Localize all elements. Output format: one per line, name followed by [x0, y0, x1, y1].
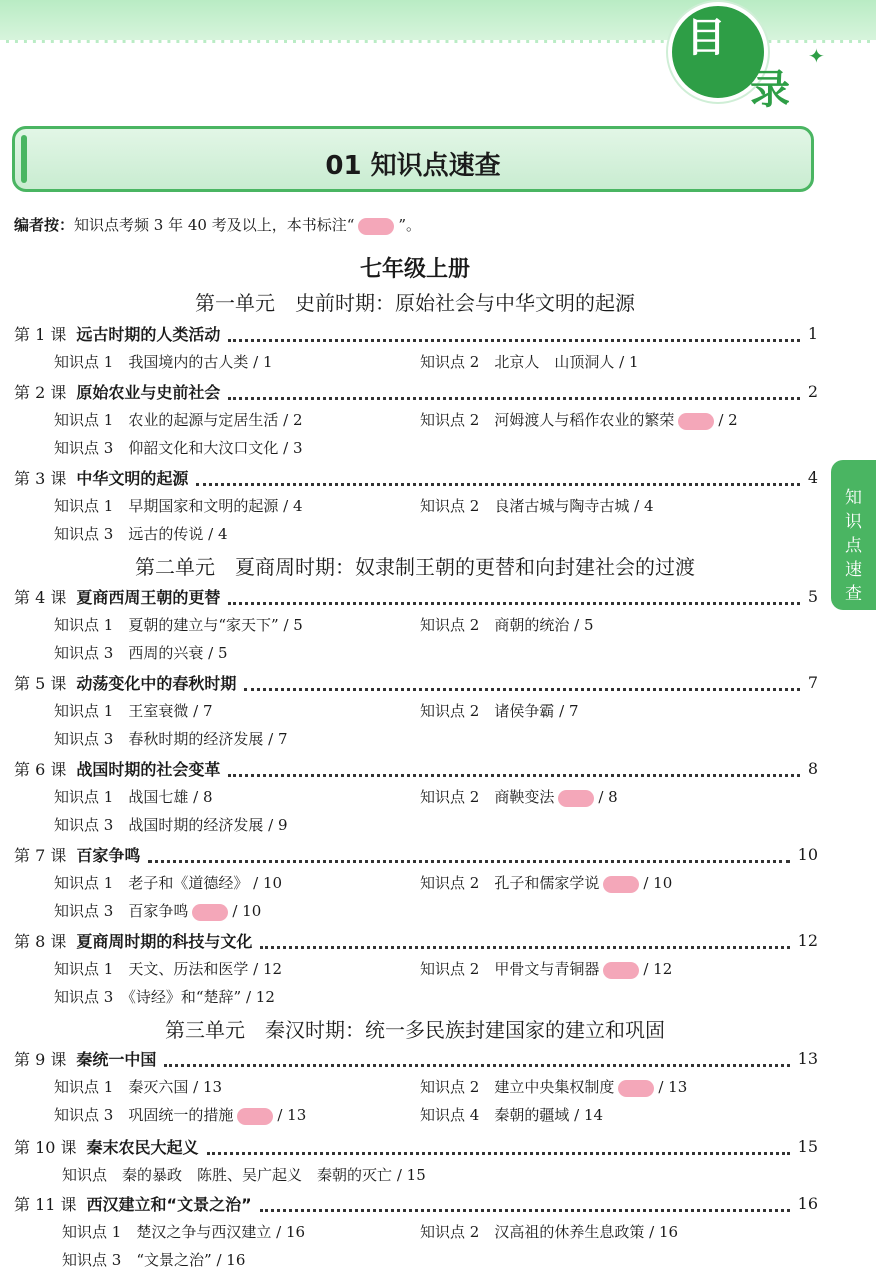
- kp-label: 知识点 1: [54, 960, 114, 978]
- lesson-page: 7: [807, 672, 818, 692]
- kp-label: 知识点: [62, 1166, 108, 1184]
- unit-title: 第一单元 史前时期：原始社会与中华文明的起源: [195, 291, 635, 315]
- kp-page: / 13: [277, 1106, 307, 1124]
- kp-title: 远古的传说: [128, 525, 204, 543]
- kp-page: / 10: [253, 874, 283, 892]
- hot-frequency-tag-icon: [603, 962, 639, 979]
- knowledge-point[interactable]: [420, 495, 654, 516]
- knowledge-point[interactable]: [420, 614, 594, 635]
- kp-title: 北京人 山顶洞人: [494, 353, 615, 371]
- lesson-page: 13: [797, 1048, 818, 1068]
- knowledge-point[interactable]: [62, 1249, 245, 1270]
- kp-label: 知识点 1: [54, 788, 114, 806]
- kp-page: / 5: [283, 616, 303, 634]
- hot-frequency-tag-icon: [358, 218, 394, 235]
- lesson-title: 西汉建立和“文景之治”: [86, 1194, 252, 1214]
- kp-label: 知识点 2: [420, 874, 480, 892]
- kp-title: 天文、历法和医学: [128, 960, 249, 978]
- kp-page: / 16: [276, 1223, 306, 1241]
- kp-page: / 16: [649, 1223, 679, 1241]
- leader-dots: [228, 594, 799, 605]
- side-tab-char: 知: [845, 488, 862, 508]
- kp-label: 知识点 3: [54, 439, 114, 457]
- kp-title: 商朝的统治: [494, 616, 570, 634]
- knowledge-point[interactable]: [54, 351, 273, 372]
- kp-page: / 13: [658, 1078, 688, 1096]
- lesson-page: 16: [797, 1193, 818, 1213]
- side-tab-char: 速: [845, 560, 862, 580]
- kp-title: 战国七雄: [128, 788, 189, 806]
- lesson-page: 1: [807, 323, 818, 343]
- lesson-number: 第 4 课: [14, 587, 67, 607]
- knowledge-point[interactable]: [420, 1076, 687, 1097]
- kp-label: 知识点 2: [420, 788, 480, 806]
- kp-page: / 4: [208, 525, 228, 543]
- leader-dots: [260, 938, 789, 949]
- kp-label: 知识点 1: [54, 411, 114, 429]
- kp-label: 知识点 3: [54, 1106, 114, 1124]
- kp-title: 甲骨文与青铜器: [494, 960, 600, 978]
- leader-dots: [148, 852, 789, 863]
- kp-page: / 7: [193, 702, 213, 720]
- kp-title: 百家争鸣: [128, 902, 189, 920]
- kp-title: 楚汉之争与西汉建立: [136, 1223, 272, 1241]
- lesson-number: 第 1 课: [14, 324, 67, 344]
- leader-dots: [228, 766, 799, 777]
- kp-page: / 12: [253, 960, 283, 978]
- lesson-title: 夏商周时期的科技与文化: [76, 931, 253, 951]
- kp-label: 知识点 1: [62, 1223, 122, 1241]
- knowledge-point[interactable]: [54, 495, 303, 516]
- toc-lesson-5[interactable]: [14, 670, 818, 694]
- kp-label: 知识点 3: [54, 525, 114, 543]
- toc-lesson-8[interactable]: [14, 928, 818, 952]
- kp-title: 王室衰微: [128, 702, 189, 720]
- kp-label: 知识点 3: [54, 730, 114, 748]
- kp-page: / 14: [574, 1106, 604, 1124]
- kp-page: / 5: [208, 644, 228, 662]
- hot-frequency-tag-icon: [618, 1080, 654, 1097]
- toc-lesson-2[interactable]: [14, 379, 818, 403]
- lesson-title: 动荡变化中的春秋时期: [76, 673, 237, 693]
- lesson-title: 远古时期的人类活动: [76, 324, 221, 344]
- toc-lesson-11[interactable]: [14, 1191, 818, 1215]
- lesson-number: 第 3 课: [14, 468, 67, 488]
- kp-label: 知识点 3: [54, 902, 114, 920]
- leader-dots: [228, 331, 799, 342]
- kp-title: 老子和《道德经》: [128, 874, 249, 892]
- kp-label: 知识点 1: [54, 874, 114, 892]
- knowledge-point[interactable]: [54, 1104, 306, 1125]
- kp-label: 知识点 4: [420, 1106, 480, 1124]
- lesson-page: 5: [807, 586, 818, 606]
- unit-title: 第三单元 秦汉时期：统一多民族封建国家的建立和巩固: [165, 1018, 665, 1042]
- side-tab-char: 查: [845, 584, 862, 604]
- knowledge-point[interactable]: [62, 1164, 426, 1185]
- kp-page: / 4: [283, 497, 303, 515]
- knowledge-point[interactable]: [54, 409, 303, 430]
- knowledge-point[interactable]: [54, 700, 213, 721]
- kp-page: / 5: [574, 616, 594, 634]
- kp-label: 知识点 2: [420, 1078, 480, 1096]
- knowledge-point[interactable]: [54, 814, 288, 835]
- lesson-title: 中华文明的起源: [76, 468, 189, 488]
- kp-label: 知识点 2: [420, 960, 480, 978]
- kp-label: 知识点 2: [420, 616, 480, 634]
- kp-title: “文景之治”: [136, 1251, 212, 1269]
- knowledge-point[interactable]: [54, 1076, 222, 1097]
- sparkle-icon: ✦: [808, 44, 825, 68]
- kp-label: 知识点 3: [54, 644, 114, 662]
- kp-page: / 3: [283, 439, 303, 457]
- kp-page: / 9: [268, 816, 288, 834]
- kp-page: / 1: [619, 353, 639, 371]
- toc-lesson-4[interactable]: [14, 584, 818, 608]
- kp-title: 夏朝的建立与“家天下”: [128, 616, 279, 634]
- knowledge-point[interactable]: [54, 986, 275, 1007]
- lesson-page: 12: [797, 930, 818, 950]
- kp-title: 商鞅变法: [494, 788, 555, 806]
- knowledge-point[interactable]: [420, 1221, 678, 1242]
- kp-label: 知识点 1: [54, 1078, 114, 1096]
- kp-label: 知识点 3: [54, 988, 114, 1006]
- lesson-number: 第 2 课: [14, 382, 67, 402]
- side-tab-char: 识: [845, 512, 862, 532]
- lesson-number: 第 5 课: [14, 673, 67, 693]
- kp-label: 知识点 2: [420, 1223, 480, 1241]
- kp-title: 河姆渡人与稻作农业的繁荣: [494, 411, 675, 429]
- lesson-page: 15: [797, 1136, 818, 1156]
- lesson-number: 第 9 课: [14, 1049, 67, 1069]
- kp-label: 知识点 3: [54, 816, 114, 834]
- kp-title: 农业的起源与定居生活: [128, 411, 279, 429]
- kp-title: 早期国家和文明的起源: [128, 497, 279, 515]
- knowledge-point[interactable]: [54, 437, 303, 458]
- editor-note-end: ”。: [398, 216, 422, 234]
- leader-dots: [244, 680, 799, 691]
- knowledge-point[interactable]: [420, 409, 738, 430]
- kp-title: 西周的兴衰: [128, 644, 204, 662]
- knowledge-point[interactable]: [54, 728, 288, 749]
- lesson-number: 第 11 课: [14, 1194, 77, 1214]
- hot-frequency-tag-icon: [192, 904, 228, 921]
- kp-title: 建立中央集权制度: [494, 1078, 615, 1096]
- leader-dots: [207, 1144, 790, 1155]
- lesson-title: 秦统一中国: [76, 1049, 157, 1069]
- knowledge-point[interactable]: [54, 642, 228, 663]
- lesson-number: 第 7 课: [14, 845, 67, 865]
- kp-title: 汉高祖的休养生息政策: [494, 1223, 645, 1241]
- knowledge-point[interactable]: [54, 958, 282, 979]
- kp-label: 知识点 1: [54, 353, 114, 371]
- kp-page: / 7: [559, 702, 579, 720]
- toc-lesson-10[interactable]: [14, 1134, 818, 1158]
- contents-title-char-2: 录: [750, 67, 790, 113]
- lesson-title: 夏商西周王朝的更替: [76, 587, 221, 607]
- kp-title: 良渚古城与陶寺古城: [494, 497, 630, 515]
- lesson-title: 战国时期的社会变革: [76, 759, 221, 779]
- kp-page: / 1: [253, 353, 273, 371]
- knowledge-point[interactable]: [54, 786, 213, 807]
- kp-page: / 7: [268, 730, 288, 748]
- toc-lesson-7[interactable]: [14, 842, 818, 866]
- kp-label: 知识点 1: [54, 497, 114, 515]
- knowledge-point[interactable]: [54, 614, 303, 635]
- kp-title: 秦朝的疆域: [494, 1106, 570, 1124]
- hot-frequency-tag-icon: [237, 1108, 273, 1125]
- toc-lesson-3[interactable]: [14, 465, 818, 489]
- kp-label: 知识点 1: [54, 616, 114, 634]
- kp-page: / 2: [283, 411, 303, 429]
- lesson-title: 原始农业与史前社会: [76, 382, 221, 402]
- lesson-title: 百家争鸣: [76, 845, 141, 865]
- leader-dots: [228, 389, 799, 400]
- knowledge-point[interactable]: [420, 872, 672, 893]
- kp-page: / 13: [193, 1078, 223, 1096]
- kp-label: 知识点 1: [54, 702, 114, 720]
- lesson-page: 10: [797, 844, 818, 864]
- knowledge-point[interactable]: [420, 958, 672, 979]
- kp-title: 诸侯争霸: [494, 702, 555, 720]
- toc-lesson-1[interactable]: [14, 321, 818, 345]
- side-tab-char: 点: [845, 536, 862, 556]
- leader-dots: [164, 1056, 789, 1067]
- kp-title: 战国时期的经济发展: [128, 816, 264, 834]
- knowledge-point[interactable]: [54, 872, 282, 893]
- kp-page: / 15: [396, 1166, 426, 1184]
- kp-label: 知识点 2: [420, 497, 480, 515]
- contents-title-char-1: 目: [686, 15, 726, 61]
- kp-title: 仰韶文化和大汶口文化: [128, 439, 279, 457]
- editor-note-lead: 编者按：: [14, 216, 75, 234]
- kp-title: 秦的暴政 陈胜、吴广起义 秦朝的灭亡: [122, 1166, 393, 1184]
- kp-title: 孔子和儒家学说: [494, 874, 600, 892]
- kp-title: 巩固统一的措施: [128, 1106, 234, 1124]
- knowledge-point[interactable]: [420, 351, 639, 372]
- kp-page: / 8: [193, 788, 213, 806]
- knowledge-point[interactable]: [54, 900, 261, 921]
- kp-page: / 12: [643, 960, 673, 978]
- kp-label: 知识点 2: [420, 702, 480, 720]
- kp-page: / 12: [245, 988, 275, 1006]
- leader-dots: [196, 475, 799, 486]
- hot-frequency-tag-icon: [678, 413, 714, 430]
- hot-frequency-tag-icon: [603, 876, 639, 893]
- lesson-number: 第 8 课: [14, 931, 67, 951]
- toc-lesson-9[interactable]: [14, 1046, 818, 1070]
- kp-title: 春秋时期的经济发展: [128, 730, 264, 748]
- toc-lesson-6[interactable]: [14, 756, 818, 780]
- section-banner: [12, 126, 814, 192]
- knowledge-point[interactable]: [420, 1104, 603, 1125]
- kp-page: / 10: [232, 902, 262, 920]
- grade-heading: 七年级上册: [359, 257, 470, 282]
- knowledge-point[interactable]: [420, 786, 618, 807]
- lesson-number: 第 10 课: [14, 1137, 77, 1157]
- kp-title: 《诗经》和“楚辞”: [128, 988, 242, 1006]
- knowledge-point[interactable]: [420, 700, 579, 721]
- kp-label: 知识点 3: [62, 1251, 122, 1269]
- editor-note: [14, 214, 421, 235]
- kp-page: / 8: [598, 788, 618, 806]
- section-title: 01 知识点速查: [325, 151, 501, 181]
- kp-label: 知识点 2: [420, 353, 480, 371]
- kp-page: / 2: [718, 411, 738, 429]
- unit-title: 第二单元 夏商周时期：奴隶制王朝的更替和向封建社会的过渡: [135, 555, 695, 579]
- kp-label: 知识点 2: [420, 411, 480, 429]
- kp-title: 我国境内的古人类: [128, 353, 249, 371]
- knowledge-point[interactable]: [62, 1221, 305, 1242]
- hot-frequency-tag-icon: [558, 790, 594, 807]
- lesson-title: 秦末农民大起义: [86, 1137, 199, 1157]
- lesson-page: 8: [807, 758, 818, 778]
- side-tab-quick-lookup[interactable]: [831, 460, 876, 610]
- editor-note-text: 知识点考频 3 年 40 考及以上，本书标注“: [74, 216, 355, 234]
- kp-page: / 10: [643, 874, 673, 892]
- lesson-page: 2: [807, 381, 818, 401]
- kp-title: 秦灭六国: [128, 1078, 189, 1096]
- kp-page: / 4: [634, 497, 654, 515]
- kp-page: / 16: [216, 1251, 246, 1269]
- lesson-number: 第 6 课: [14, 759, 67, 779]
- leader-dots: [260, 1201, 790, 1212]
- lesson-page: 4: [807, 467, 818, 487]
- knowledge-point[interactable]: [54, 523, 228, 544]
